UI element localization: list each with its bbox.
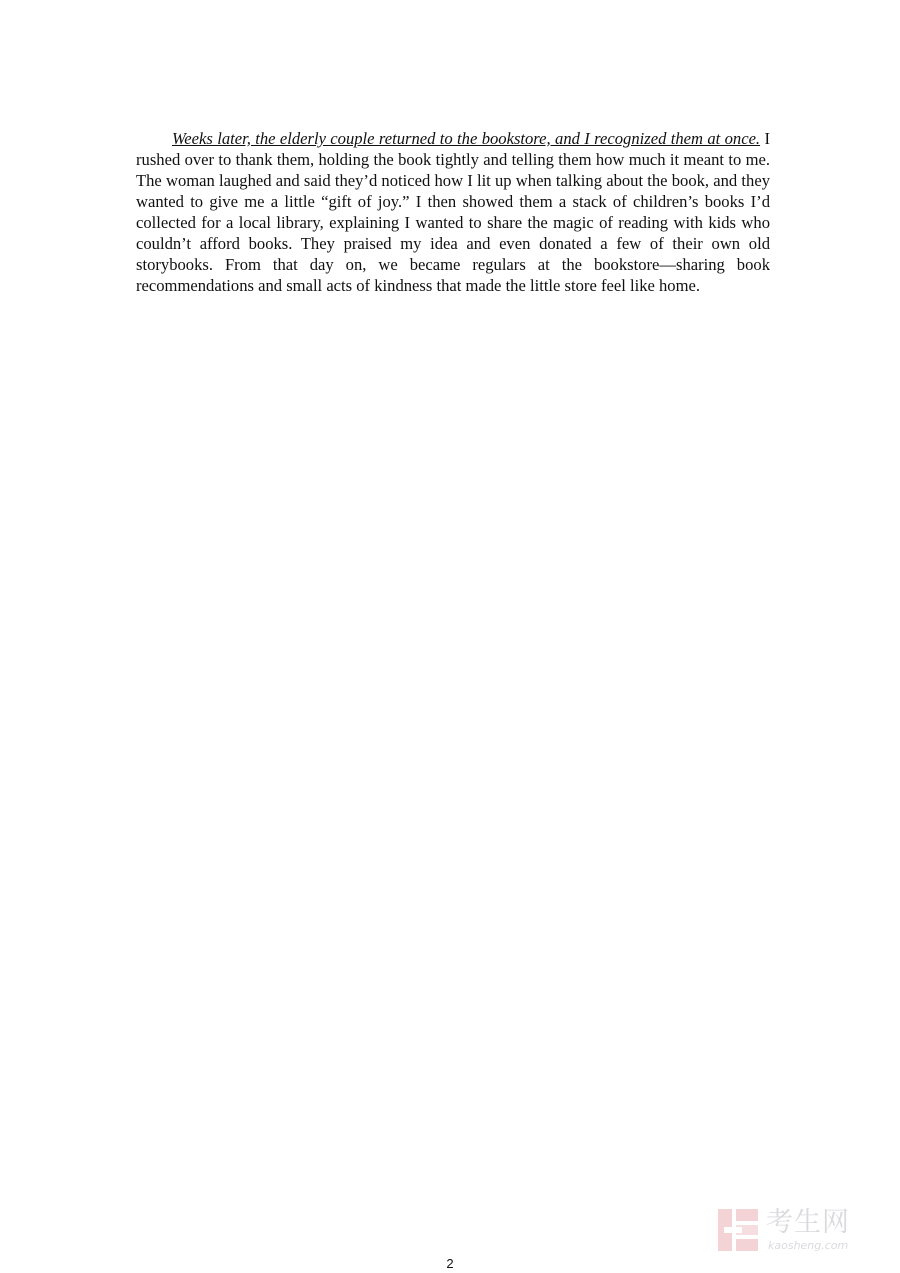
page-number: 2 bbox=[446, 1256, 454, 1271]
paragraph-body-text: I rushed over to thank them, holding the book tightly and telling them how much it meant to me. The woman laughed and said they’d noticed how I lit up when talking about the book, and they wanted to give me a little “gift of joy.” I then showed them a stack of children’s books I’d collected for a local library, explaining I wanted to share the magic of reading with kids who couldn’t afford books. They praised my idea and even donated a few of their own old storybooks. From that day on, we became regulars at the bookstore—sharing book recommendations and small acts of kindness that made the little store feel like home. bbox=[136, 129, 770, 295]
essay-paragraph bbox=[136, 128, 770, 296]
watermark-brand-cn: 考生网 bbox=[766, 1207, 850, 1238]
watermark-brand-en: kaosheng.com bbox=[768, 1239, 849, 1252]
watermark bbox=[716, 1207, 880, 1255]
kaosheng-logo-icon bbox=[716, 1207, 760, 1253]
paragraph-lead-sentence: Weeks later, the elderly couple returned to the bookstore, and I recognized them at once. bbox=[172, 129, 761, 148]
